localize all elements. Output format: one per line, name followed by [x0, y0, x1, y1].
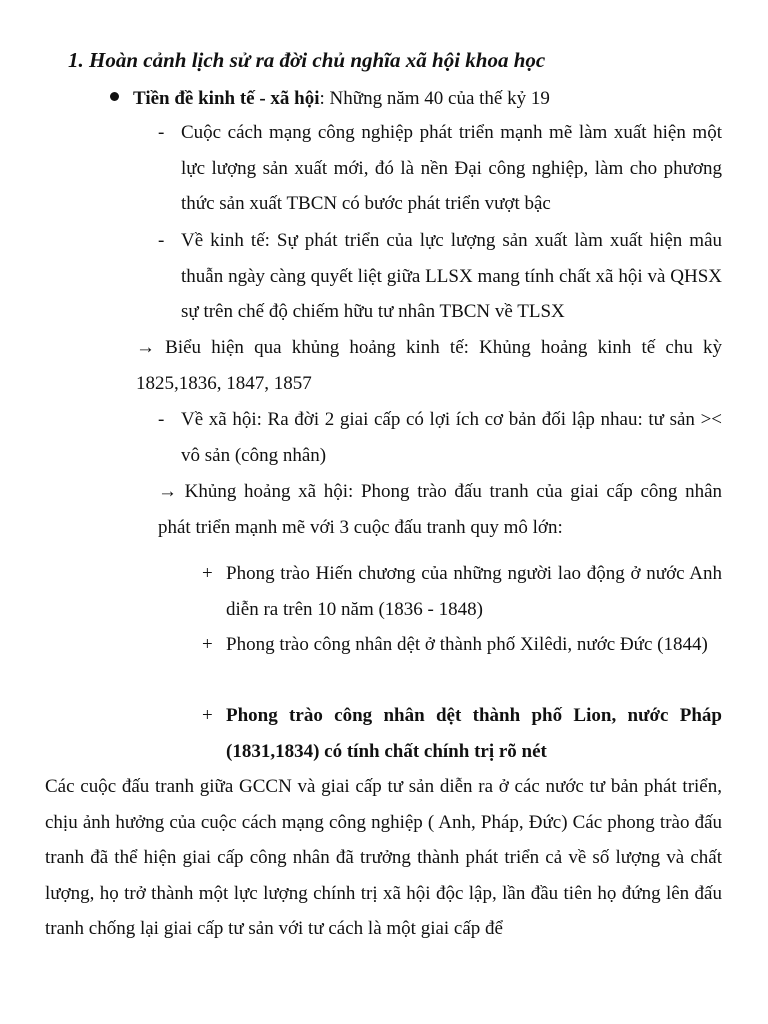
section-heading: 1. Hoàn cảnh lịch sử ra đời chủ nghĩa xã hội khoa học — [68, 48, 546, 72]
arrow-note-line-1: → Khủng hoảng xã hội: Phong trào đấu tranh của giai cấp công nhân — [158, 481, 722, 502]
dash-item-text: Cuộc cách mạng công nghiệp phát triển mạnh mẽ làm xuất hiện một lực lượng sản xuất mới, đó là nền Đại công nghiệp, làm cho phương thức sản xuất TBCN có bước phát triển vượt bậc — [181, 122, 722, 214]
arrow-note-line-1: → Biểu hiện qua khủng hoảng kinh tế: Khủng hoảng kinh tế chu kỳ — [136, 337, 722, 358]
dash-item-text: Về kinh tế: Sự phát triển của lực lượng sản xuất làm xuất hiện mâu thuẫn ngày càng quyết liệt giữa LLSX mang tính chất xã hội và QHSX sự trên chế độ chiếm hữu tư nhân TBCN về TLSX — [181, 230, 722, 322]
plus-mark: + — [202, 563, 213, 584]
arrow-note-social — [158, 474, 722, 545]
bullet-label: Tiền đề kinh tế - xã hội — [133, 88, 320, 109]
plus-item-text: Phong trào công nhân dệt ở thành phố Xilêdi, nước Đức (1844) — [226, 634, 708, 655]
plus-item-2 — [202, 627, 722, 663]
plus-item-text: Phong trào công nhân dệt thành phố Lion, nước Pháp (1831,1834) có tính chất chính trị rõ nét — [226, 705, 722, 762]
dash-mark: - — [158, 230, 165, 251]
arrow-note-line-2: phát triển mạnh mẽ với 3 cuộc đấu tranh quy mô lớn: — [158, 516, 563, 538]
arrow-note-line-2: 1825,1836, 1847, 1857 — [136, 372, 312, 394]
arrow-note-economic — [136, 330, 722, 401]
dash-mark: - — [158, 122, 165, 143]
plus-mark: + — [202, 634, 213, 655]
bullet-item — [110, 88, 550, 110]
plus-item-3 — [202, 698, 722, 769]
plus-mark: + — [202, 705, 213, 726]
dash-item-text: Về xã hội: Ra đời 2 giai cấp có lợi ích cơ bản đối lập nhau: tư sản >< vô sản (công nhân) — [181, 409, 722, 466]
dash-item-1 — [158, 115, 722, 222]
dash-mark: - — [158, 409, 165, 430]
plus-item-text: Phong trào Hiến chương của những người lao động ở nước Anh diễn ra trên 10 năm (1836 - 1848) — [226, 563, 722, 620]
plus-item-1 — [202, 556, 722, 627]
bullet-text: : Những năm 40 của thế kỷ 19 — [319, 88, 550, 109]
bullet-dot-icon — [110, 92, 119, 101]
dash-item-2 — [158, 223, 722, 330]
body-paragraph: Các cuộc đấu tranh giữa GCCN và giai cấp tư sản diễn ra ở các nước tư bản phát triển, chịu ảnh hưởng của cuộc cách mạng công nghiệp ( Anh, Pháp, Đức) Các phong trào đấu tranh đã thể hiện giai cấp công nhân đã trưởng thành phát triển cả về số lượng và chất lượng, họ trở thành một lực lượng chính trị xã hội độc lập, lần đầu tiên họ đứng lên đấu tranh chống lại giai cấp tư sản với tư cách là một giai cấp để — [45, 776, 722, 940]
dash-item-3 — [158, 402, 722, 473]
